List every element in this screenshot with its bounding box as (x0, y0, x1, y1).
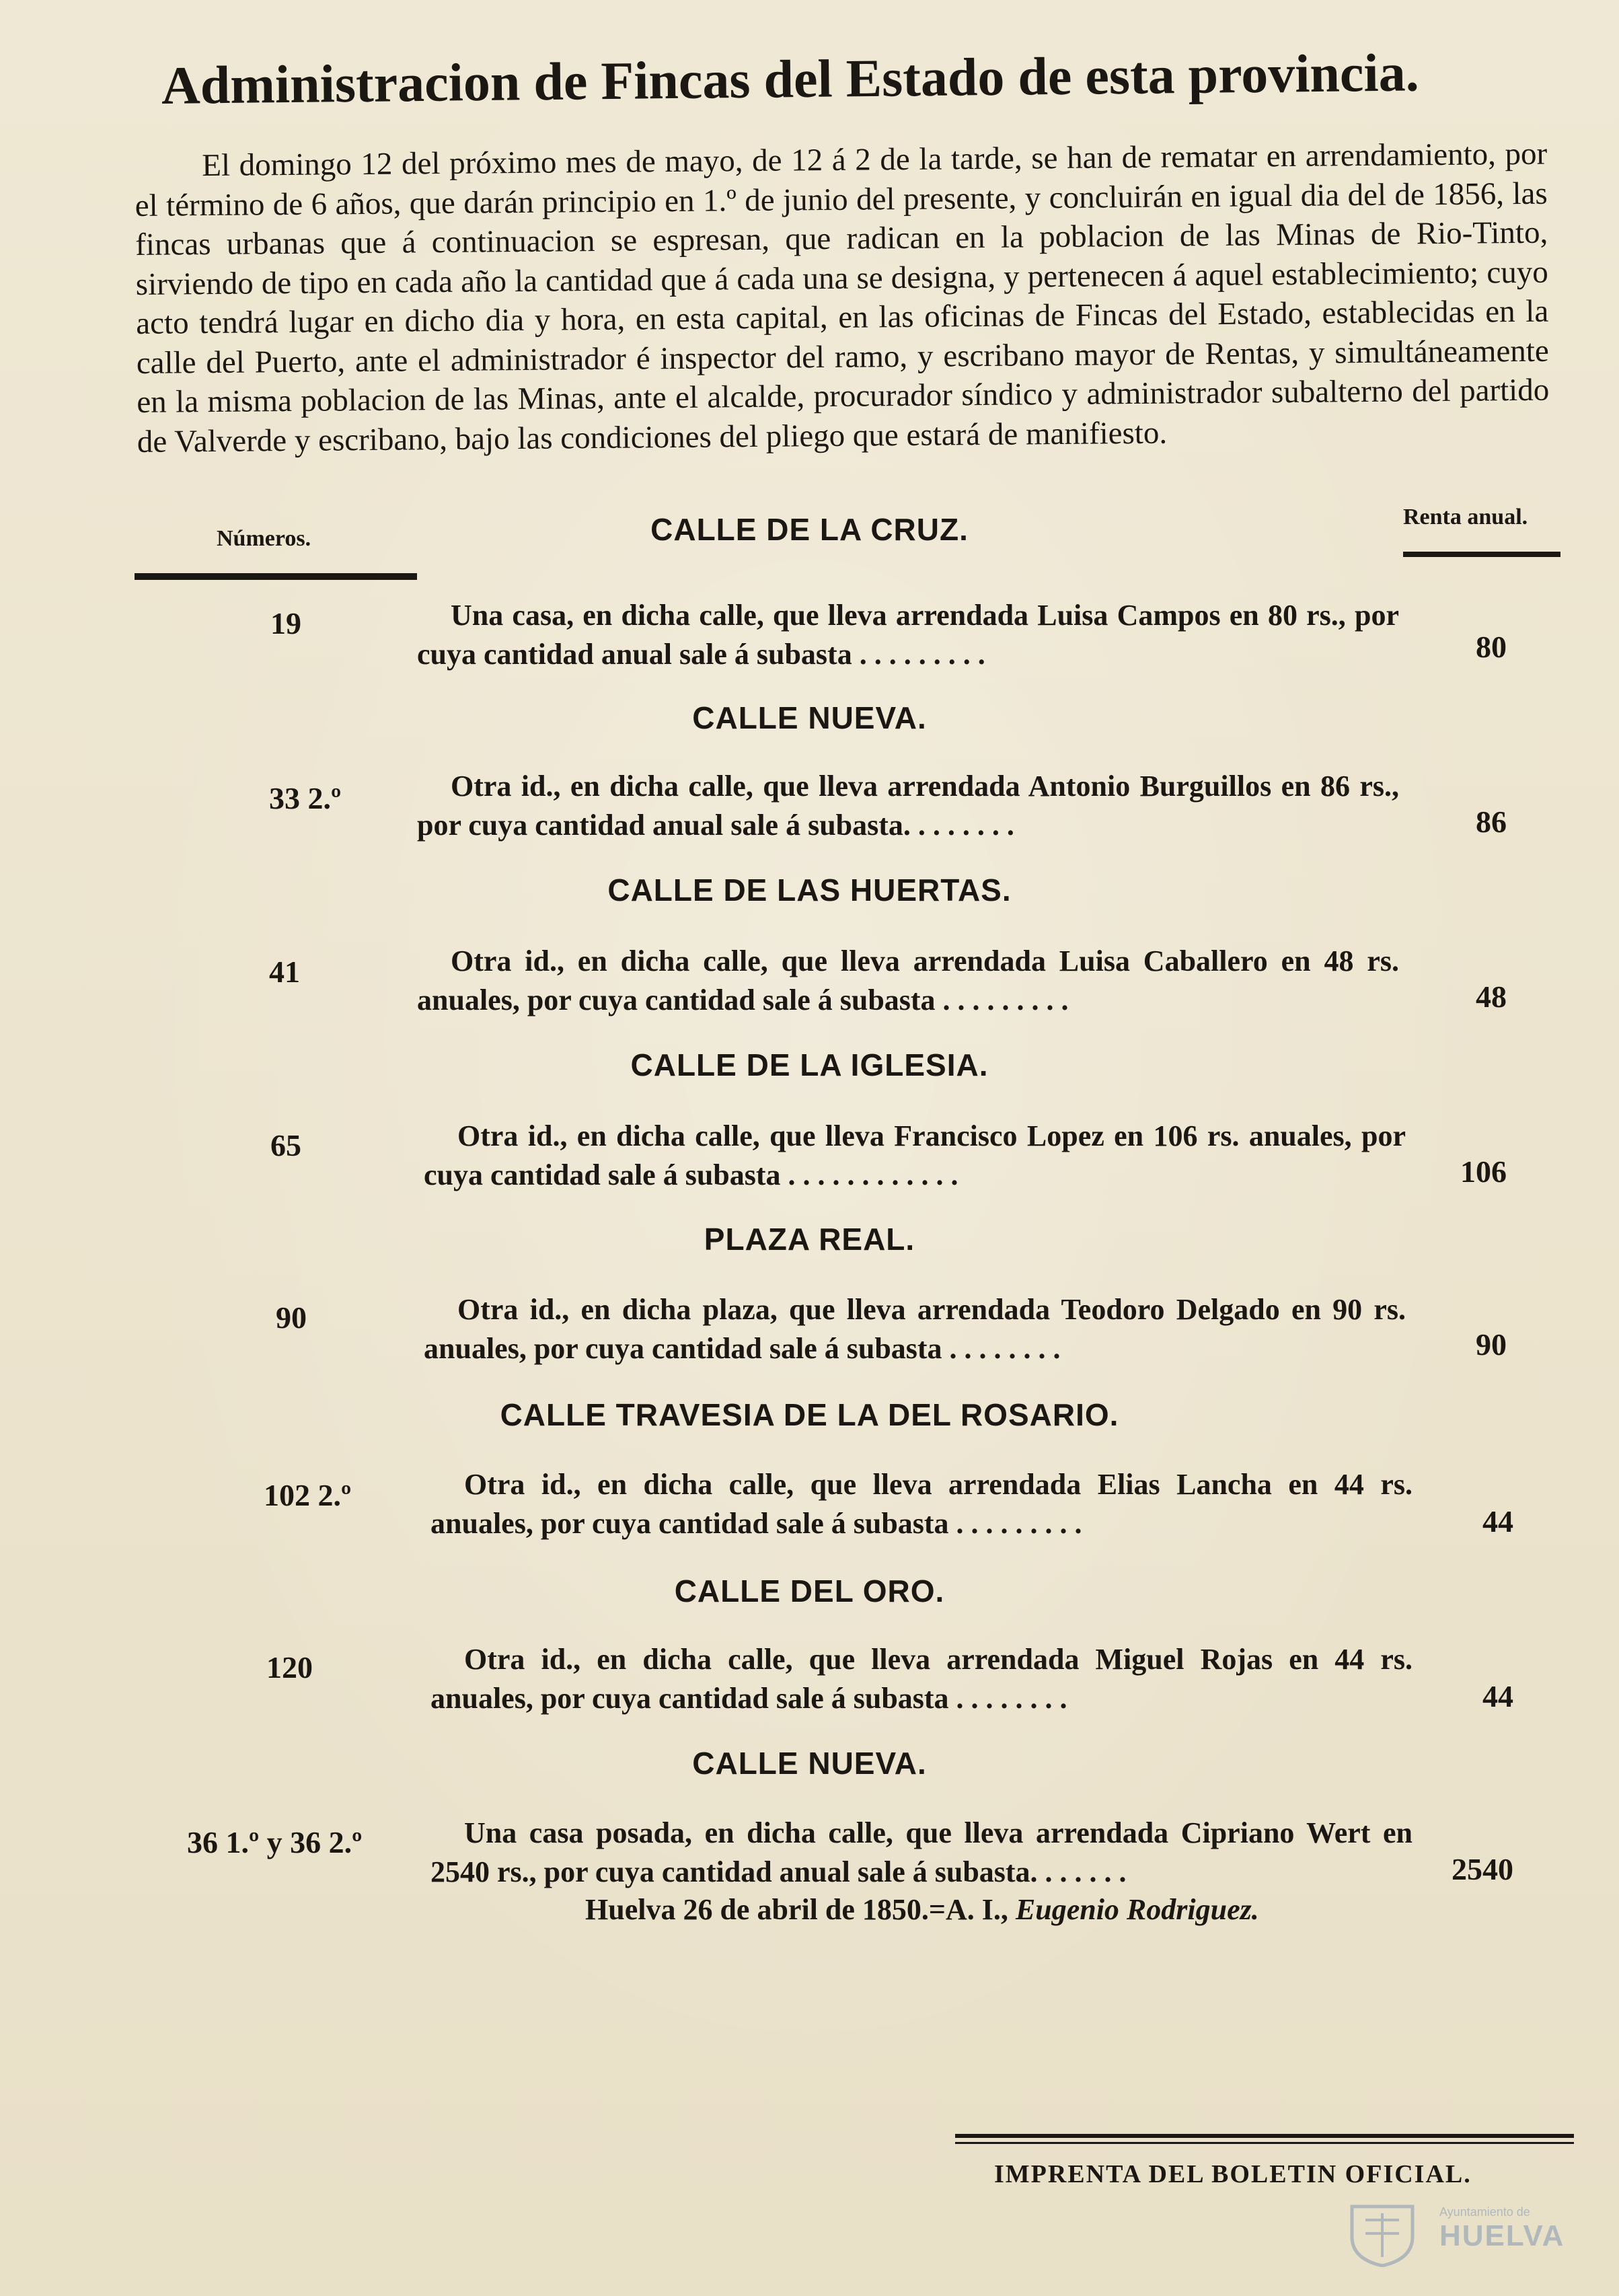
street-heading: CALLE TRAVESIA DE LA DEL ROSARIO. (500, 1397, 1119, 1432)
column-header-rent: Renta anual. (1403, 505, 1528, 529)
column-header-numbers: Números. (217, 526, 311, 551)
street-heading: CALLE DE LAS HUERTAS. (607, 873, 1012, 908)
street-heading: CALLE DE LA IGLESIA. (630, 1047, 989, 1082)
huelva-watermark (1345, 2200, 1587, 2267)
printer-rule-bottom (955, 2142, 1574, 2144)
property-description: Otra id., en dicha calle, que lleva arrendada Antonio Burguillos en 86 rs., por cuya cantidad anual sale á subasta. . . . . . . . (417, 770, 1399, 842)
property-description: Otra id., en dicha plaza, que lleva arrendada Teodoro Delgado en 90 rs. anuales, por cuya cantidad sale á subasta . . . . . . . . (424, 1293, 1406, 1365)
rule-right (1403, 552, 1560, 557)
annual-rent: 80 (1476, 630, 1507, 664)
street-heading: PLAZA REAL. (704, 1222, 915, 1257)
annual-rent: 90 (1476, 1327, 1507, 1362)
property-number: 90 (276, 1300, 307, 1335)
property-number: 41 (269, 955, 300, 989)
street-heading: CALLE DEL ORO. (674, 1573, 945, 1608)
annual-rent: 44 (1482, 1679, 1513, 1713)
street-heading: CALLE NUEVA. (692, 1746, 927, 1781)
property-description: Otra id., en dicha calle, que lleva arrendada Miguel Rojas en 44 rs. anuales, por cuya cantidad sale á subasta . . . . . . . . (430, 1643, 1413, 1715)
printer-rule-top (955, 2134, 1574, 2138)
annual-rent: 106 (1460, 1154, 1507, 1189)
printer-imprint: IMPRENTA DEL BOLETIN OFICIAL. (994, 2160, 1472, 2188)
property-number: 36 1.º y 36 2.º (187, 1825, 363, 1859)
rule-left (135, 573, 417, 580)
annual-rent: 86 (1476, 805, 1507, 839)
intro-paragraph: El domingo 12 del próximo mes de mayo, de 12 á 2 de la tarde, se han de rematar en arrendamiento, por el término de 6 años, que darán principio en 1.º de junio del presente, y concluirán en igual dia del de 1856, las fincas urbanas que á continuacion se espresan, que radican en la poblacion de las Minas de Rio-Tinto, sirviendo de tipo en cada año la cantidad que á cada una se designa, y pertenecen á aquel establecimiento; cuyo acto tendrá lugar en dicho dia y hora, en esta capital, en las oficinas de Fincas del Estado, establecidas en la calle del Puerto, ante el administrador é inspector del ramo, y escribano mayor de Rentas, y simultáneamente en la misma poblacion de las Minas, ante el alcalde, procurador síndico y administrador subalterno del partido de Valverde y escribano, bajo las condiciones del pliego que estará de manifiesto. (135, 136, 1550, 459)
annual-rent: 2540 (1452, 1852, 1513, 1886)
watermark-big-text: HUELVA (1439, 2219, 1565, 2252)
page-title: Administracion de Fincas del Estado de esta provincia. (161, 43, 1420, 116)
property-number: 120 (266, 1650, 313, 1684)
signature-date: Huelva 26 de abril de 1850.=A. I., (585, 1893, 1008, 1926)
annual-rent: 48 (1476, 979, 1507, 1014)
watermark-small-text: Ayuntamiento de (1439, 2205, 1530, 2219)
property-number: 33 2.º (269, 781, 342, 815)
property-description: Otra id., en dicha calle, que lleva arrendada Elias Lancha en 44 rs. anuales, por cuya cantidad sale á subasta . . . . . . . . . (430, 1468, 1413, 1540)
property-description: Una casa posada, en dicha calle, que lleva arrendada Cipriano Wert en 2540 rs., por cuya cantidad anual sale á subasta. . . . . . . (430, 1816, 1413, 1888)
signature-line (585, 1892, 1259, 1927)
annual-rent: 44 (1482, 1504, 1513, 1539)
signature-name: Eugenio Rodriguez. (1015, 1893, 1259, 1926)
property-number: 102 2.º (264, 1478, 352, 1512)
street-heading: CALLE NUEVA. (692, 700, 927, 735)
property-number: 19 (270, 606, 301, 640)
property-description: Una casa, en dicha calle, que lleva arrendada Luisa Campos en 80 rs., por cuya cantidad anual sale á subasta . . . . . . . . . (417, 599, 1399, 671)
property-description: Otra id., en dicha calle, que lleva Francisco Lopez en 106 rs. anuales, por cuya cantidad sale á subasta . . . . . . . . . . . . (424, 1119, 1406, 1191)
city-shield-icon (1345, 2200, 1419, 2267)
property-description: Otra id., en dicha calle, que lleva arrendada Luisa Caballero en 48 rs. anuales, por cuya cantidad sale á subasta . . . . . . . . . (417, 945, 1399, 1016)
street-heading: CALLE DE LA CRUZ. (650, 512, 969, 547)
property-number: 65 (270, 1128, 301, 1162)
